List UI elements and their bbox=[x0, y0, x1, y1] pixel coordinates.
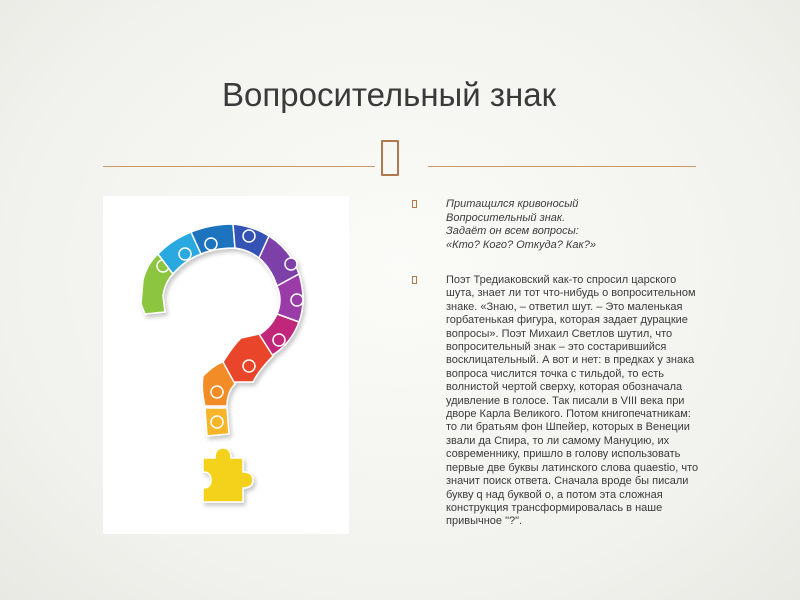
poem-line: Притащился кривоносый bbox=[446, 198, 579, 210]
prose-line: вопросительный знак – это состарившийся bbox=[446, 341, 667, 354]
bullet-poem bbox=[410, 198, 730, 252]
prose-line: значит поиск ответа. Сначала вроде бы писали bbox=[446, 475, 689, 488]
bullet-icon bbox=[412, 276, 417, 284]
poem-text bbox=[446, 198, 730, 252]
prose-line: дворе Карла Великого. Потом книгопечатникам: bbox=[446, 408, 691, 421]
poem-line: «Кто? Кого? Откуда? Как?» bbox=[446, 238, 596, 251]
poem-line: Вопросительный знак. bbox=[446, 211, 566, 224]
prose-line: привычное "?". bbox=[446, 515, 523, 528]
prose-line: волнистой чертой сверху, которая обозначала bbox=[446, 381, 683, 394]
slide-title: Вопросительный знак bbox=[222, 76, 557, 113]
prose-line: знаке. «Знаю, – ответил шут. – Это маленькая bbox=[446, 300, 683, 313]
title-divider-left bbox=[103, 166, 375, 167]
prose-line: звали да Спира, то ли самому Мануцию, их bbox=[446, 434, 670, 447]
prose-line: то ли братьям фон Шпейер, которых в Венеции bbox=[446, 421, 690, 434]
prose-line: горбатенькая фигура, которая задает дурацкие bbox=[446, 314, 688, 327]
prose-line: удивление в голосе. Так писали в VIII века при bbox=[446, 394, 685, 407]
content-column bbox=[410, 198, 730, 529]
missing-glyph-icon bbox=[381, 140, 399, 176]
title-divider-right bbox=[428, 166, 696, 167]
prose-line: конструкция трансформировалась в наше bbox=[446, 501, 663, 514]
bullet-prose bbox=[410, 274, 730, 529]
prose-line: шута, знает ли тот что-нибудь о вопросительном bbox=[446, 287, 696, 300]
prose-line: вопроса числится точка с тильдой, то есть bbox=[446, 367, 664, 380]
prose-line: первые две буквы латинского слова quaestio, что bbox=[446, 461, 699, 474]
prose-line: восклицательный. А вот и нет: в предках у знака bbox=[446, 354, 695, 367]
prose-text bbox=[446, 274, 730, 529]
prose-line: современнику, пришло в голову использовать bbox=[446, 448, 681, 461]
puzzle-question-mark-icon bbox=[103, 196, 349, 534]
prose-line: букву q над буквой o, а потом эта сложная bbox=[446, 488, 663, 501]
puzzle-question-mark-image bbox=[103, 196, 349, 534]
prose-line: вопросы». Поэт Михаил Светлов шутил, что bbox=[446, 327, 673, 340]
bullet-icon bbox=[412, 200, 417, 208]
poem-line: Задаёт он всем вопросы: bbox=[446, 225, 579, 237]
prose-line: Поэт Тредиаковский как-то спросил царского bbox=[446, 274, 677, 286]
